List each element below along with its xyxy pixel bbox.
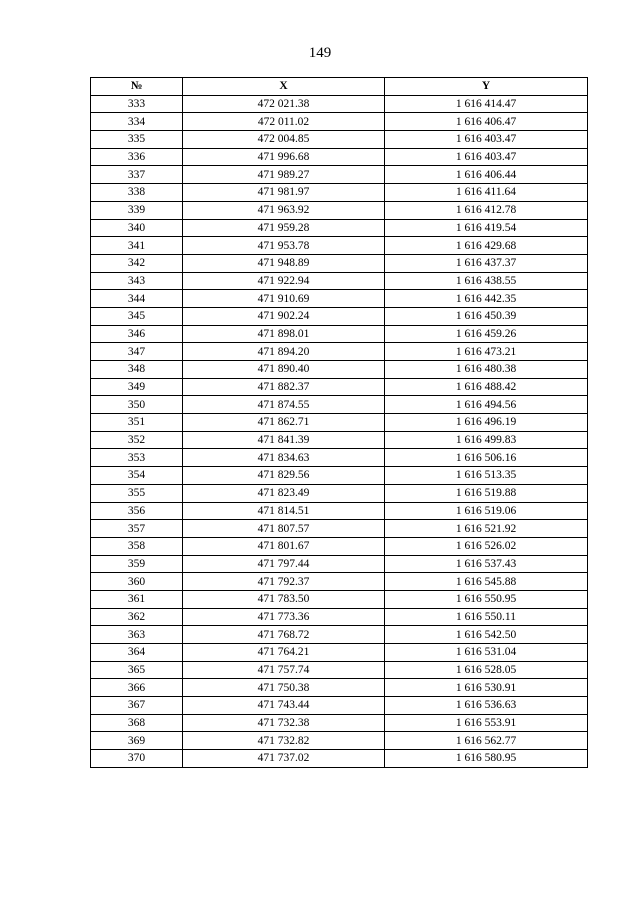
cell-y: 1 616 550.95 xyxy=(385,590,588,608)
table-row xyxy=(91,343,588,361)
header-x: X xyxy=(183,78,385,96)
cell-number: 348 xyxy=(91,361,183,379)
cell-y: 1 616 537.43 xyxy=(385,555,588,573)
cell-number: 355 xyxy=(91,484,183,502)
cell-y: 1 616 459.26 xyxy=(385,325,588,343)
table-row xyxy=(91,431,588,449)
cell-number: 350 xyxy=(91,396,183,414)
cell-x: 471 757.74 xyxy=(183,661,385,679)
cell-number: 366 xyxy=(91,679,183,697)
cell-number: 361 xyxy=(91,590,183,608)
cell-number: 335 xyxy=(91,131,183,149)
cell-y: 1 616 480.38 xyxy=(385,361,588,379)
table-row xyxy=(91,679,588,697)
table-row xyxy=(91,502,588,520)
cell-y: 1 616 419.54 xyxy=(385,219,588,237)
cell-number: 353 xyxy=(91,449,183,467)
cell-x: 471 989.27 xyxy=(183,166,385,184)
cell-y: 1 616 542.50 xyxy=(385,626,588,644)
cell-x: 471 768.72 xyxy=(183,626,385,644)
cell-number: 345 xyxy=(91,307,183,325)
cell-x: 471 894.20 xyxy=(183,343,385,361)
cell-number: 346 xyxy=(91,325,183,343)
cell-x: 471 963.92 xyxy=(183,201,385,219)
cell-y: 1 616 406.44 xyxy=(385,166,588,184)
cell-number: 343 xyxy=(91,272,183,290)
table-row xyxy=(91,148,588,166)
table-row xyxy=(91,184,588,202)
cell-x: 471 910.69 xyxy=(183,290,385,308)
cell-y: 1 616 580.95 xyxy=(385,750,588,768)
table-row xyxy=(91,714,588,732)
cell-y: 1 616 442.35 xyxy=(385,290,588,308)
cell-y: 1 616 553.91 xyxy=(385,714,588,732)
cell-x: 471 922.94 xyxy=(183,272,385,290)
cell-y: 1 616 414.47 xyxy=(385,95,588,113)
table-row xyxy=(91,131,588,149)
cell-x: 471 882.37 xyxy=(183,378,385,396)
table-row xyxy=(91,467,588,485)
table-row xyxy=(91,750,588,768)
cell-y: 1 616 496.19 xyxy=(385,414,588,432)
cell-x: 471 898.01 xyxy=(183,325,385,343)
table-header xyxy=(91,78,588,96)
cell-x: 471 902.24 xyxy=(183,307,385,325)
cell-number: 364 xyxy=(91,644,183,662)
table-row xyxy=(91,697,588,715)
cell-number: 347 xyxy=(91,343,183,361)
cell-y: 1 616 531.04 xyxy=(385,644,588,662)
cell-y: 1 616 494.56 xyxy=(385,396,588,414)
cell-x: 471 750.38 xyxy=(183,679,385,697)
page-number: 149 xyxy=(308,45,332,61)
cell-number: 344 xyxy=(91,290,183,308)
cell-y: 1 616 403.47 xyxy=(385,131,588,149)
cell-x: 471 948.89 xyxy=(183,254,385,272)
cell-y: 1 616 403.47 xyxy=(385,148,588,166)
cell-x: 471 801.67 xyxy=(183,537,385,555)
table-row xyxy=(91,732,588,750)
header-number: № xyxy=(91,78,183,96)
cell-x: 471 874.55 xyxy=(183,396,385,414)
cell-y: 1 616 545.88 xyxy=(385,573,588,591)
cell-x: 471 862.71 xyxy=(183,414,385,432)
cell-x: 471 797.44 xyxy=(183,555,385,573)
cell-y: 1 616 536.63 xyxy=(385,697,588,715)
cell-x: 471 890.40 xyxy=(183,361,385,379)
cell-x: 471 953.78 xyxy=(183,237,385,255)
cell-number: 365 xyxy=(91,661,183,679)
table-row xyxy=(91,95,588,113)
cell-number: 362 xyxy=(91,608,183,626)
cell-y: 1 616 530.91 xyxy=(385,679,588,697)
table-row xyxy=(91,113,588,131)
cell-number: 338 xyxy=(91,184,183,202)
cell-x: 472 021.38 xyxy=(183,95,385,113)
cell-number: 370 xyxy=(91,750,183,768)
table-row xyxy=(91,484,588,502)
cell-y: 1 616 513.35 xyxy=(385,467,588,485)
cell-y: 1 616 438.55 xyxy=(385,272,588,290)
cell-x: 471 823.49 xyxy=(183,484,385,502)
cell-number: 337 xyxy=(91,166,183,184)
table-row xyxy=(91,325,588,343)
cell-number: 333 xyxy=(91,95,183,113)
table-row xyxy=(91,254,588,272)
cell-x: 471 807.57 xyxy=(183,520,385,538)
cell-number: 341 xyxy=(91,237,183,255)
cell-number: 334 xyxy=(91,113,183,131)
table-row xyxy=(91,644,588,662)
table-body xyxy=(91,95,588,767)
cell-y: 1 616 519.06 xyxy=(385,502,588,520)
table-row xyxy=(91,555,588,573)
table-row xyxy=(91,661,588,679)
table-row xyxy=(91,219,588,237)
table-row xyxy=(91,290,588,308)
cell-x: 471 732.82 xyxy=(183,732,385,750)
cell-y: 1 616 526.02 xyxy=(385,537,588,555)
cell-x: 471 996.68 xyxy=(183,148,385,166)
cell-y: 1 616 412.78 xyxy=(385,201,588,219)
table-row xyxy=(91,414,588,432)
cell-x: 472 011.02 xyxy=(183,113,385,131)
table-row xyxy=(91,237,588,255)
table-row xyxy=(91,590,588,608)
cell-y: 1 616 506.16 xyxy=(385,449,588,467)
cell-number: 359 xyxy=(91,555,183,573)
table-row xyxy=(91,396,588,414)
header-row xyxy=(91,78,588,96)
cell-x: 471 959.28 xyxy=(183,219,385,237)
cell-number: 358 xyxy=(91,537,183,555)
cell-y: 1 616 521.92 xyxy=(385,520,588,538)
cell-y: 1 616 450.39 xyxy=(385,307,588,325)
table-row xyxy=(91,378,588,396)
cell-x: 471 834.63 xyxy=(183,449,385,467)
table-row xyxy=(91,272,588,290)
cell-number: 368 xyxy=(91,714,183,732)
cell-number: 351 xyxy=(91,414,183,432)
cell-y: 1 616 473.21 xyxy=(385,343,588,361)
cell-x: 471 792.37 xyxy=(183,573,385,591)
cell-y: 1 616 562.77 xyxy=(385,732,588,750)
cell-x: 471 841.39 xyxy=(183,431,385,449)
cell-number: 363 xyxy=(91,626,183,644)
table-row xyxy=(91,573,588,591)
cell-number: 352 xyxy=(91,431,183,449)
cell-number: 356 xyxy=(91,502,183,520)
table-row xyxy=(91,201,588,219)
cell-number: 354 xyxy=(91,467,183,485)
table-row xyxy=(91,449,588,467)
cell-number: 349 xyxy=(91,378,183,396)
cell-number: 369 xyxy=(91,732,183,750)
cell-y: 1 616 437.37 xyxy=(385,254,588,272)
table-row xyxy=(91,307,588,325)
cell-x: 471 814.51 xyxy=(183,502,385,520)
cell-y: 1 616 411.64 xyxy=(385,184,588,202)
table-row xyxy=(91,626,588,644)
cell-y: 1 616 499.83 xyxy=(385,431,588,449)
cell-number: 342 xyxy=(91,254,183,272)
cell-y: 1 616 488.42 xyxy=(385,378,588,396)
table-row xyxy=(91,608,588,626)
table-row xyxy=(91,361,588,379)
cell-number: 339 xyxy=(91,201,183,219)
cell-x: 471 773.36 xyxy=(183,608,385,626)
cell-x: 471 764.21 xyxy=(183,644,385,662)
cell-y: 1 616 406.47 xyxy=(385,113,588,131)
cell-x: 471 829.56 xyxy=(183,467,385,485)
cell-x: 471 737.02 xyxy=(183,750,385,768)
cell-x: 471 732.38 xyxy=(183,714,385,732)
cell-x: 471 783.50 xyxy=(183,590,385,608)
header-y: Y xyxy=(385,78,588,96)
cell-x: 471 981.97 xyxy=(183,184,385,202)
cell-y: 1 616 528.05 xyxy=(385,661,588,679)
cell-number: 367 xyxy=(91,697,183,715)
cell-y: 1 616 519.88 xyxy=(385,484,588,502)
cell-number: 357 xyxy=(91,520,183,538)
cell-x: 471 743.44 xyxy=(183,697,385,715)
cell-y: 1 616 429.68 xyxy=(385,237,588,255)
coordinates-table xyxy=(90,77,588,768)
table-row xyxy=(91,520,588,538)
table-row xyxy=(91,166,588,184)
cell-number: 340 xyxy=(91,219,183,237)
cell-number: 336 xyxy=(91,148,183,166)
cell-number: 360 xyxy=(91,573,183,591)
cell-y: 1 616 550.11 xyxy=(385,608,588,626)
cell-x: 472 004.85 xyxy=(183,131,385,149)
table-row xyxy=(91,537,588,555)
